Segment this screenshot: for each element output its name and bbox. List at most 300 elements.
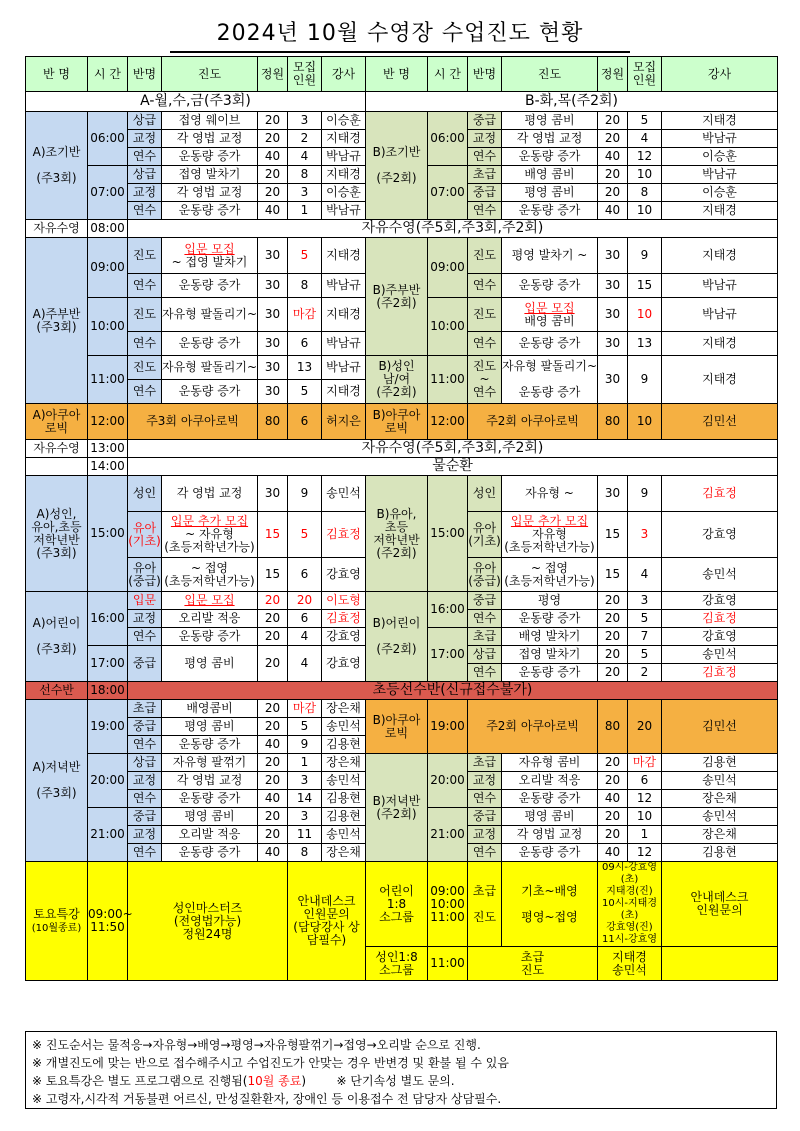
instructor-cell: 김용현 — [322, 736, 366, 754]
level-cell: 연수 — [128, 736, 162, 754]
table-row — [26, 682, 778, 700]
instructor-cell: 이승훈 — [322, 112, 366, 130]
instructor-cell: 지태경 — [322, 238, 366, 274]
instructor-cell: 김효정 — [662, 476, 778, 512]
recruit-cell: 6 — [628, 772, 662, 790]
table-row — [26, 458, 778, 476]
recruit-cell: 1 — [628, 826, 662, 844]
time-cell: 19:00 — [428, 700, 468, 754]
recruit-cell: 1 — [288, 754, 322, 772]
level-cell: 성인 — [128, 476, 162, 512]
level-cell: 연수 — [468, 202, 502, 220]
progress-cell: 평영 — [502, 592, 598, 610]
progress-cell: 운동량 증가 — [162, 332, 258, 356]
kids-time: 09:00 10:00 11:00 — [428, 862, 468, 947]
level-cell: 중급 — [128, 646, 162, 682]
capacity-cell: 30 — [598, 476, 628, 512]
level-cell: 연수 — [468, 790, 502, 808]
empty-cell — [26, 458, 88, 476]
recruit-cell: 3 — [288, 184, 322, 202]
progress-cell: 운동량 증가 — [502, 332, 598, 356]
table-row — [26, 754, 778, 772]
level-cell: 중급 — [468, 808, 502, 826]
level-cell: 연수 — [128, 202, 162, 220]
capacity-cell: 30 — [598, 238, 628, 274]
progress-cell: 각 영법 교정 — [162, 130, 258, 148]
capacity-cell: 80 — [598, 404, 628, 440]
instructor-cell: 김효정 — [662, 664, 778, 682]
time-cell: 15:00 — [428, 476, 468, 592]
level-cell: 유아 (기초) — [128, 512, 162, 558]
level-cell: 유아 (중급) — [128, 558, 162, 592]
recruit-cell: 14 — [288, 790, 322, 808]
capacity-cell: 15 — [258, 558, 288, 592]
instructor-cell: 박남규 — [662, 274, 778, 298]
progress-cell: 오리발 적응 — [162, 826, 258, 844]
notes-box — [25, 1031, 777, 1109]
level-cell: 진도~ 연수 — [468, 356, 502, 404]
level-cell: 교정 — [128, 772, 162, 790]
instructor-cell: 김효정 — [322, 512, 366, 558]
level-cell: 중급 — [128, 718, 162, 736]
capacity-cell: 20 — [258, 610, 288, 628]
instructor-cell: 지태경 — [322, 380, 366, 404]
empty-cell — [662, 947, 778, 981]
level-cell: 상급 — [468, 646, 502, 664]
note-line: ※ 고령자,시각적 거동불편 어르신, 만성질환환자, 장애인 등 이용접수 전 담당자 상담필수. — [32, 1092, 502, 1106]
header-row — [26, 57, 778, 92]
recruit-cell: 13 — [288, 356, 322, 380]
recruit-cell: 15 — [628, 274, 662, 298]
capacity-cell: 15 — [598, 558, 628, 592]
class-name: 선수반 — [26, 682, 88, 700]
capacity-cell: 20 — [258, 130, 288, 148]
header-cell: 반명 — [128, 57, 162, 92]
recruit-cell: 8 — [288, 166, 322, 184]
capacity-cell: 30 — [598, 356, 628, 404]
recruit-cell: 2 — [288, 130, 322, 148]
capacity-cell: 20 — [258, 772, 288, 790]
level-cell: 교정 — [468, 130, 502, 148]
special-label: 토요특강 (10월종료) — [26, 862, 88, 981]
time-cell: 19:00 — [88, 700, 128, 754]
time-cell: 12:00 — [88, 404, 128, 440]
class-name: B)어린이 (주2회) — [366, 592, 428, 682]
instructor-cell: 장은채 — [322, 844, 366, 862]
progress-cell: 평영 콤비 — [162, 718, 258, 736]
progress-cell: 자유형 팔꺾기 — [162, 754, 258, 772]
progress-cell: 배영 발차기 — [502, 628, 598, 646]
level-cell: 연수 — [128, 844, 162, 862]
recruit-cell: 4 — [628, 558, 662, 592]
level-cell: 중급 — [468, 112, 502, 130]
capacity-cell: 20 — [598, 130, 628, 148]
capacity-cell: 20 — [258, 826, 288, 844]
schedule-table — [25, 56, 778, 981]
free-swim-label: 자유수영(주5회,주3회,주2회) — [128, 220, 778, 238]
class-name: A)성인, 유아,초등 저학년반 (주3회) — [26, 476, 88, 592]
progress-cell: 평영 콤비 — [502, 112, 598, 130]
header-cell: 진도 — [162, 57, 258, 92]
instructor-cell: 김민선 — [662, 700, 778, 754]
recruit-cell: 10 — [628, 808, 662, 826]
header-cell: 모집 인원 — [628, 57, 662, 92]
class-name: A)아쿠아 로빅 — [26, 404, 88, 440]
table-row — [26, 238, 778, 274]
header-cell: 반 명 — [26, 57, 88, 92]
progress-cell: 운동량 증가 — [502, 610, 598, 628]
capacity-cell: 20 — [258, 112, 288, 130]
instructor-cell: 지태경 — [322, 298, 366, 332]
time-cell: 16:00 — [428, 592, 468, 628]
level-cell: 성인 — [468, 476, 502, 512]
program-cell: 주3회 아쿠아로빅 — [128, 404, 258, 440]
capacity-cell: 20 — [258, 700, 288, 718]
instructor-cell: 김효정 — [322, 610, 366, 628]
recruit-cell: 6 — [288, 610, 322, 628]
level-cell: 중급 — [128, 808, 162, 826]
capacity-cell: 30 — [258, 476, 288, 512]
level-cell: 교정 — [128, 130, 162, 148]
capacity-cell: 80 — [258, 404, 288, 440]
capacity-cell: 20 — [598, 826, 628, 844]
progress-cell: 자유형 ~ — [502, 476, 598, 512]
class-name: A)조기반 (주3회) — [26, 112, 88, 220]
class-name: A)어린이 (주3회) — [26, 592, 88, 682]
recruit-cell: 8 — [628, 184, 662, 202]
instructor-cell: 송민석 — [662, 808, 778, 826]
recruit-cell: 5 — [288, 238, 322, 274]
time-cell: 10:00 — [88, 298, 128, 356]
adult-group: 성인1:8 소그룹 — [366, 947, 428, 981]
progress-cell: 입문 추가 모집 자유형 (초등저학년가능) — [502, 512, 598, 558]
capacity-cell: 30 — [598, 332, 628, 356]
table-row — [26, 700, 778, 718]
note-line: ※ 진도순서는 물적응→자유형→배영→평영→자유형팔꺾기→접영→오리발 순으로 진행. — [32, 1038, 481, 1052]
header-cell: 정원 — [598, 57, 628, 92]
capacity-cell: 40 — [598, 148, 628, 166]
time-cell: 11:00 — [428, 356, 468, 404]
progress-cell: ~ 접영 (초등저학년가능) — [502, 558, 598, 592]
recruit-cell: 2 — [628, 664, 662, 682]
kids-progress: 기초~배영 평영~접영 — [502, 862, 598, 947]
level-cell: 중급 — [468, 184, 502, 202]
instructor-cell: 강효영 — [322, 628, 366, 646]
level-cell: 연수 — [468, 610, 502, 628]
time-cell: 21:00 — [88, 808, 128, 862]
capacity-cell: 20 — [598, 646, 628, 664]
level-cell: 연수 — [128, 380, 162, 404]
level-cell: 교정 — [468, 772, 502, 790]
capacity-cell: 40 — [598, 202, 628, 220]
recruit-cell: 9 — [628, 238, 662, 274]
progress-cell: 배영 콤비 — [502, 166, 598, 184]
level-cell: 연수 — [128, 148, 162, 166]
recruit-cell: 3 — [628, 592, 662, 610]
progress-cell: 오리발 적응 — [502, 772, 598, 790]
program-cell: 주2회 아쿠아로빅 — [468, 700, 598, 754]
recruit-cell: 11 — [288, 826, 322, 844]
level-cell: 입문 — [128, 592, 162, 610]
level-cell: 연수 — [468, 664, 502, 682]
level-cell: 초급 — [128, 700, 162, 718]
time-cell: 12:00 — [428, 404, 468, 440]
capacity-cell: 40 — [258, 790, 288, 808]
recruit-cell: 3 — [288, 772, 322, 790]
header-cell: 시 간 — [88, 57, 128, 92]
elite-label: 초등선수반(신규접수불가) — [128, 682, 778, 700]
recruit-cell: 7 — [628, 628, 662, 646]
time-cell: 11:00 — [88, 356, 128, 404]
capacity-cell: 30 — [258, 298, 288, 332]
water-change-label: 물순환 — [128, 458, 778, 476]
recruit-cell: 5 — [288, 512, 322, 558]
adult-levels: 초급 진도 — [468, 947, 598, 981]
level-cell: 교정 — [128, 184, 162, 202]
level-cell: 유아 (중급) — [468, 558, 502, 592]
capacity-cell: 20 — [598, 610, 628, 628]
header-cell: 반 명 — [366, 57, 428, 92]
class-name: B)조기반 (주2회) — [366, 112, 428, 220]
table-row — [26, 862, 778, 947]
table-row — [26, 220, 778, 238]
recruit-cell: 5 — [628, 610, 662, 628]
progress-cell: 각 영법 교정 — [162, 184, 258, 202]
capacity-cell: 30 — [258, 356, 288, 380]
instructor-cell: 지태경 — [662, 356, 778, 404]
progress-cell: 오리발 적응 — [162, 610, 258, 628]
level-cell: 진도 — [468, 298, 502, 332]
capacity-cell: 30 — [258, 238, 288, 274]
capacity-cell: 20 — [598, 184, 628, 202]
instructor-cell: 강효영 — [662, 628, 778, 646]
recruit-cell: 9 — [288, 736, 322, 754]
progress-cell: 운동량 증가 — [162, 628, 258, 646]
instructor-cell: 강효영 — [662, 512, 778, 558]
capacity-cell: 30 — [258, 332, 288, 356]
progress-cell: 운동량 증가 — [162, 790, 258, 808]
instructor-cell: 박남규 — [322, 274, 366, 298]
class-name: A)저녁반 (주3회) — [26, 700, 88, 862]
capacity-cell: 40 — [258, 202, 288, 220]
capacity-cell: 20 — [598, 808, 628, 826]
desk-cell: 안내데스크 인원문의 (담당강사 상담필수) — [288, 862, 366, 981]
header-cell: 강사 — [322, 57, 366, 92]
time-cell: 20:00 — [88, 754, 128, 808]
level-cell: 진도 — [128, 298, 162, 332]
instructor-cell: 강효영 — [322, 558, 366, 592]
level-cell: 초급 — [468, 628, 502, 646]
recruit-cell: 5 — [288, 380, 322, 404]
table-row — [26, 440, 778, 458]
instructor-cell: 송민석 — [322, 718, 366, 736]
time-cell: 10:00 — [428, 298, 468, 356]
recruit-cell: 4 — [288, 628, 322, 646]
progress-cell: 각 영법 교정 — [502, 826, 598, 844]
level-cell: 중급 — [468, 592, 502, 610]
recruit-cell: 1 — [288, 202, 322, 220]
progress-cell: 각 영법 교정 — [162, 772, 258, 790]
time-cell: 13:00 — [88, 440, 128, 458]
recruit-cell: 10 — [628, 202, 662, 220]
instructor-cell: 김용현 — [322, 790, 366, 808]
recruit-cell: 마감 — [288, 298, 322, 332]
progress-cell: 평영 발차기 ~ — [502, 238, 598, 274]
capacity-cell: 20 — [258, 646, 288, 682]
level-cell: 유아 (기초) — [468, 512, 502, 558]
level-cell: 연수 — [468, 332, 502, 356]
capacity-cell: 20 — [258, 754, 288, 772]
page-title: 2024년 10월 수영장 수업진도 현황 — [170, 16, 630, 53]
capacity-cell: 20 — [258, 718, 288, 736]
recruit-cell: 20 — [288, 592, 322, 610]
level-cell: 연수 — [128, 790, 162, 808]
level-cell: 상급 — [128, 166, 162, 184]
level-cell: 초급 — [468, 754, 502, 772]
capacity-cell: 20 — [598, 754, 628, 772]
progress-cell: 평영 콤비 — [162, 646, 258, 682]
section-b: B-화,목(주2회) — [366, 92, 778, 112]
progress-cell: 운동량 증가 — [162, 148, 258, 166]
capacity-cell: 20 — [258, 808, 288, 826]
level-cell: 연수 — [468, 148, 502, 166]
instructor-cell: 김용현 — [662, 754, 778, 772]
level-cell: 교정 — [128, 610, 162, 628]
section-row — [26, 92, 778, 112]
level-cell: 연수 — [128, 332, 162, 356]
level-cell: 상급 — [128, 112, 162, 130]
instructor-cell: 이승훈 — [322, 184, 366, 202]
class-name: B)주부반 (주2회) — [366, 238, 428, 356]
progress-cell: 입문 모집 — [162, 592, 258, 610]
time-cell: 17:00 — [88, 646, 128, 682]
time-cell: 18:00 — [88, 682, 128, 700]
time-cell: 16:00 — [88, 592, 128, 646]
recruit-cell: 3 — [288, 808, 322, 826]
recruit-cell: 13 — [628, 332, 662, 356]
progress-cell: 운동량 증가 — [502, 664, 598, 682]
recruit-cell: 4 — [628, 130, 662, 148]
time-cell: 17:00 — [428, 628, 468, 682]
time-cell: 06:00 — [428, 112, 468, 166]
recruit-cell: 10 — [628, 166, 662, 184]
adult-instructors: 지태경 송민석 — [598, 947, 662, 981]
time-cell: 14:00 — [88, 458, 128, 476]
kids-group: 어린이 1:8 소그룹 — [366, 862, 428, 947]
instructor-cell: 이도형 — [322, 592, 366, 610]
class-name: A)주부반 (주3회) — [26, 238, 88, 404]
table-row — [26, 476, 778, 512]
level-cell: 진도 — [128, 356, 162, 380]
free-swim-label: 자유수영(주5회,주3회,주2회) — [128, 440, 778, 458]
instructor-cell: 이승훈 — [662, 148, 778, 166]
recruit-cell: 5 — [288, 718, 322, 736]
progress-cell: 자유형 팔돌리기~ — [162, 298, 258, 332]
header-cell: 모집 인원 — [288, 57, 322, 92]
instructor-cell: 강효영 — [662, 592, 778, 610]
capacity-cell: 15 — [258, 512, 288, 558]
kids-desk: 안내데스크 인원문의 — [662, 862, 778, 947]
level-cell: 연수 — [128, 628, 162, 646]
time-cell: 09:00 — [428, 238, 468, 298]
time-cell: 15:00 — [88, 476, 128, 592]
progress-cell: 운동량 증가 — [162, 736, 258, 754]
section-a: A-월,수,금(주3회) — [26, 92, 366, 112]
recruit-cell: 5 — [628, 112, 662, 130]
class-name: B)성인 남/여 (주2회) — [366, 356, 428, 404]
progress-cell: 평영 콤비 — [502, 808, 598, 826]
table-row — [26, 356, 778, 380]
time-cell: 20:00 — [428, 754, 468, 808]
capacity-cell: 20 — [598, 166, 628, 184]
capacity-cell: 30 — [598, 298, 628, 332]
level-cell: 진도 — [128, 238, 162, 274]
header-cell: 강사 — [662, 57, 778, 92]
level-cell: 연수 — [128, 274, 162, 298]
progress-cell: 입문 모집 ~ 접영 발차기 — [162, 238, 258, 274]
capacity-cell: 30 — [258, 274, 288, 298]
instructor-cell: 송민석 — [662, 646, 778, 664]
time-cell: 06:00 — [88, 112, 128, 166]
instructor-cell: 김효정 — [662, 610, 778, 628]
progress-cell: 운동량 증가 — [162, 274, 258, 298]
instructor-cell: 송민석 — [322, 772, 366, 790]
table-row — [26, 592, 778, 610]
capacity-cell: 20 — [258, 592, 288, 610]
time-cell: 08:00 — [88, 220, 128, 238]
class-name: 자유수영 — [26, 440, 88, 458]
instructor-cell: 지태경 — [662, 332, 778, 356]
level-cell: 교정 — [468, 826, 502, 844]
instructor-cell: 김용현 — [662, 844, 778, 862]
table-row — [26, 112, 778, 130]
progress-cell: 각 영법 교정 — [502, 130, 598, 148]
progress-cell: 운동량 증가 — [502, 790, 598, 808]
table-row — [26, 404, 778, 440]
adult-time: 11:00 — [428, 947, 468, 981]
instructor-cell: 김용현 — [322, 808, 366, 826]
level-cell: 교정 — [128, 826, 162, 844]
capacity-cell: 40 — [258, 844, 288, 862]
recruit-cell: 마감 — [628, 754, 662, 772]
header-cell: 반명 — [468, 57, 502, 92]
time-cell: 07:00 — [428, 166, 468, 220]
instructor-cell: 송민석 — [662, 558, 778, 592]
recruit-cell: 4 — [288, 646, 322, 682]
instructor-cell: 김민선 — [662, 404, 778, 440]
capacity-cell: 40 — [598, 844, 628, 862]
capacity-cell: 20 — [598, 772, 628, 790]
time-cell: 09:00 — [88, 238, 128, 298]
level-cell: 진도 — [468, 238, 502, 274]
instructor-cell: 박남규 — [322, 148, 366, 166]
class-name: B)아쿠아 로빅 — [366, 404, 428, 440]
instructor-cell: 박남규 — [662, 298, 778, 332]
progress-cell: 운동량 증가 — [502, 274, 598, 298]
recruit-cell: 3 — [628, 512, 662, 558]
recruit-cell: 9 — [628, 356, 662, 404]
recruit-cell: 12 — [628, 790, 662, 808]
instructor-cell: 지태경 — [322, 130, 366, 148]
recruit-cell: 8 — [288, 844, 322, 862]
capacity-cell: 30 — [598, 274, 628, 298]
progress-cell: 운동량 증가 — [502, 202, 598, 220]
recruit-cell: 4 — [288, 148, 322, 166]
note-line: ※ 개별진도에 맞는 반으로 접수해주시고 수업진도가 안맞는 경우 반변경 및 환불 될 수 있음 — [32, 1056, 509, 1070]
capacity-cell: 40 — [258, 736, 288, 754]
capacity-cell: 20 — [598, 664, 628, 682]
recruit-cell: 10 — [628, 298, 662, 332]
